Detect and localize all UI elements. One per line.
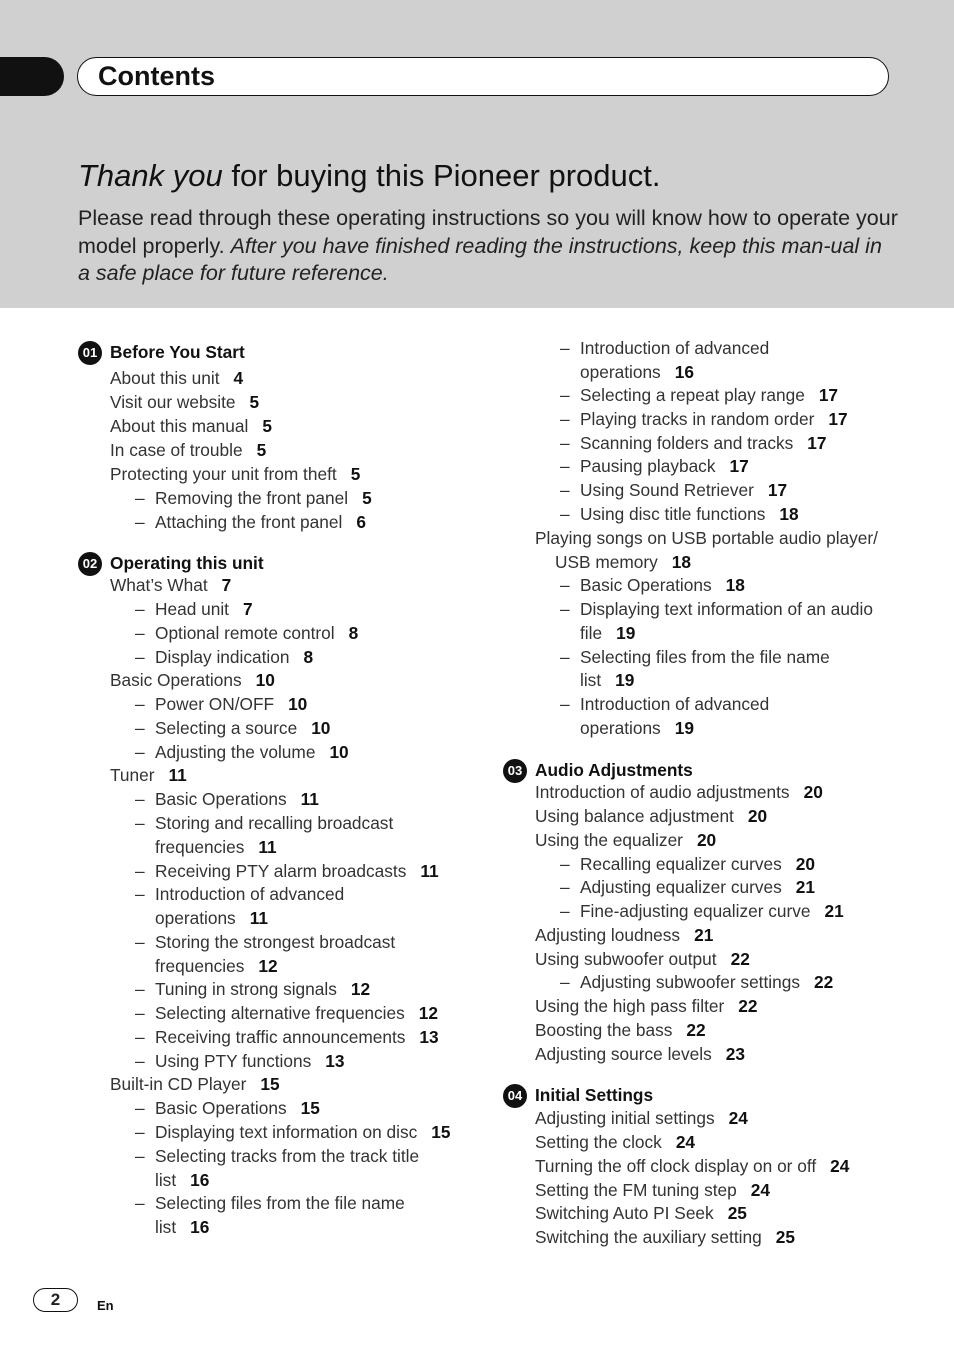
toc-entry[interactable] [155, 512, 366, 532]
toc-entry-title: Adjusting subwoofer settings [580, 972, 800, 992]
section-title[interactable]: Audio Adjustments [535, 760, 693, 780]
toc-entry-title: Playing tracks in random order [580, 409, 815, 429]
toc-entry-page: 18 [725, 575, 745, 595]
toc-entry-title: Adjusting the volume [155, 742, 316, 762]
toc-entry[interactable] [155, 884, 344, 904]
toc-entry[interactable] [155, 813, 393, 833]
toc-entry-page: 17 [729, 456, 749, 476]
toc-entry[interactable] [155, 1003, 438, 1023]
list-dash: – [135, 789, 145, 809]
list-dash: – [135, 813, 145, 833]
toc-entry[interactable] [155, 932, 395, 952]
toc-entry-title: Receiving PTY alarm broadcasts [155, 861, 407, 881]
toc-entry[interactable] [110, 575, 231, 595]
toc-entry-title: Basic Operations [110, 670, 242, 690]
toc-entry[interactable] [535, 528, 878, 548]
toc-entry[interactable] [155, 742, 349, 762]
toc-entry-title: Selecting files from the file name [580, 647, 830, 667]
toc-entry-title: Adjusting equalizer curves [580, 877, 782, 897]
toc-entry-title: Storing and recalling broadcast [155, 813, 394, 833]
toc-entry[interactable] [155, 908, 268, 928]
toc-entry-page: 20 [747, 806, 768, 826]
toc-entry-page: 20 [696, 830, 717, 850]
list-dash: – [560, 480, 570, 500]
toc-entry[interactable] [155, 694, 307, 714]
list-dash: – [560, 456, 570, 476]
toc-entry-title: Optional remote control [155, 623, 335, 643]
toc-entry-page: 8 [303, 647, 314, 667]
list-dash: – [560, 694, 570, 714]
toc-entry[interactable] [155, 1193, 405, 1213]
toc-entry-page: 24 [750, 1180, 770, 1200]
toc-entry-title: Basic Operations [155, 789, 287, 809]
toc-entry[interactable] [535, 996, 757, 1016]
toc-entry-page: 11 [249, 908, 268, 928]
list-dash: – [135, 1098, 145, 1118]
section-title[interactable]: Before You Start [110, 342, 245, 362]
toc-entry[interactable] [155, 1098, 320, 1118]
toc-entry[interactable] [155, 1146, 419, 1166]
toc-entry[interactable] [580, 670, 634, 690]
toc-entry[interactable] [535, 1203, 747, 1223]
list-dash: – [560, 409, 570, 429]
toc-entry[interactable] [535, 806, 767, 826]
toc-entry-title: list [155, 1217, 177, 1237]
toc-entry-page: 5 [262, 416, 272, 436]
toc-entry-page: 10 [288, 694, 308, 714]
toc-entry[interactable] [580, 854, 815, 874]
toc-entry[interactable] [535, 1227, 795, 1247]
toc-entry-page: 22 [813, 972, 834, 992]
toc-entry-page: 21 [824, 901, 844, 921]
toc-entry[interactable] [155, 1170, 209, 1190]
toc-entry-page: 4 [233, 368, 244, 388]
toc-entry[interactable] [580, 456, 749, 476]
toc-entry-page: 20 [795, 854, 815, 874]
toc-entry[interactable] [580, 694, 769, 714]
toc-entry[interactable] [155, 979, 370, 999]
list-dash: – [135, 599, 145, 619]
toc-entry-page: 18 [671, 552, 691, 572]
toc-entry[interactable] [110, 765, 187, 785]
toc-entry[interactable] [535, 949, 750, 969]
toc-entry-title: frequencies [155, 837, 245, 857]
toc-entry-page: 18 [779, 504, 799, 524]
toc-entry[interactable] [580, 901, 844, 921]
toc-entry[interactable] [110, 464, 360, 484]
intro-text: Please read through these operating instructions so you will know how to operate your model properly. After you have finished reading the instructions, keep this man-ual in a safe place for future reference. [78, 206, 898, 285]
list-dash: – [135, 861, 145, 881]
toc-entry[interactable] [535, 782, 823, 802]
list-dash: – [135, 1193, 145, 1213]
toc-entry[interactable] [110, 670, 275, 690]
list-dash: – [135, 623, 145, 643]
list-dash: – [135, 932, 145, 952]
toc-entry[interactable] [155, 718, 330, 738]
toc-entry[interactable] [580, 338, 769, 358]
toc-entry[interactable] [155, 861, 439, 881]
toc-entry[interactable] [155, 1027, 439, 1047]
toc-entry-title: About this manual [110, 416, 249, 436]
toc-entry-page: 25 [727, 1203, 747, 1223]
toc-entry[interactable] [535, 1020, 706, 1040]
list-dash: – [560, 901, 570, 921]
toc-entry-title: Adjusting loudness [535, 925, 681, 945]
toc-entry[interactable] [580, 623, 635, 643]
toc-entry-page: 21 [694, 925, 714, 945]
toc-entry-title: Adjusting source levels [535, 1044, 712, 1064]
list-dash: – [135, 718, 145, 738]
toc-entry-page: 11 [420, 861, 439, 881]
toc-entry[interactable] [155, 1122, 450, 1142]
toc-entry-page: 5 [362, 488, 372, 508]
toc-entry-page: 5 [256, 440, 267, 460]
toc-entry-page: 6 [356, 512, 366, 532]
toc-entry-page: 21 [795, 877, 815, 897]
toc-entry-title: list [155, 1170, 177, 1190]
list-dash: – [560, 385, 570, 405]
toc-entry-title: operations [580, 362, 661, 382]
toc-entry-title: Basic Operations [580, 575, 712, 595]
toc-entry-page: 19 [616, 623, 636, 643]
toc-entry-title: Introduction of advanced [155, 884, 345, 904]
toc-entry[interactable] [580, 504, 799, 524]
toc-entry-title: In case of trouble [110, 440, 243, 460]
toc-entry-title: Using balance adjustment [535, 806, 734, 826]
toc-entry-title: Displaying text information of an audio [580, 599, 873, 619]
toc-entry[interactable] [535, 1156, 849, 1176]
toc-entry[interactable] [535, 925, 713, 945]
toc-entry-page: 16 [190, 1217, 210, 1237]
toc-entry-page: 22 [686, 1020, 706, 1040]
toc-entry-title: Attaching the front panel [155, 512, 343, 532]
toc-entry-title: Boosting the bass [535, 1020, 673, 1040]
toc-entry-title: What’s What [110, 575, 208, 595]
toc-entry-title: Setting the clock [535, 1132, 662, 1152]
toc-entry-page: 5 [249, 392, 260, 412]
toc-entry[interactable] [580, 575, 745, 595]
section-tab-marker [0, 57, 64, 96]
list-dash: – [135, 1027, 145, 1047]
toc-entry-title: Protecting your unit from theft [110, 464, 337, 484]
toc-entry[interactable] [155, 789, 319, 809]
toc-entry[interactable] [110, 1074, 280, 1094]
toc-entry-title: Selecting a repeat play range [580, 385, 805, 405]
list-dash: – [560, 854, 570, 874]
toc-entry-page: 24 [675, 1132, 696, 1152]
toc-entry-page: 10 [255, 670, 275, 690]
toc-entry-title: Display indication [155, 647, 290, 667]
toc-entry-page: 24 [728, 1108, 748, 1128]
toc-entry-page: 7 [221, 575, 232, 595]
toc-entry-page: 17 [828, 409, 848, 429]
toc-entry[interactable] [110, 368, 243, 388]
toc-entry[interactable] [580, 480, 787, 500]
toc-entry-page: 17 [818, 385, 839, 405]
toc-entry[interactable] [580, 599, 873, 619]
toc-entry[interactable] [555, 552, 691, 572]
toc-entry-page: 25 [775, 1227, 795, 1247]
toc-entry[interactable] [580, 433, 827, 453]
toc-entry[interactable] [535, 1044, 745, 1064]
toc-entry-page: 12 [258, 956, 278, 976]
list-dash: – [560, 599, 570, 619]
toc-entry-title: Tuning in strong signals [155, 979, 337, 999]
list-dash: – [135, 884, 145, 904]
toc-entry-title: Switching Auto PI Seek [535, 1203, 714, 1223]
list-dash: – [135, 694, 145, 714]
toc-entry[interactable] [580, 877, 815, 897]
toc-entry-page: 8 [348, 623, 359, 643]
list-dash: – [560, 338, 570, 358]
toc-entry-page: 20 [803, 782, 823, 802]
toc-entry-page: 7 [242, 599, 253, 619]
toc-entry[interactable] [155, 623, 358, 643]
toc-entry-title: Selecting files from the file name [155, 1193, 405, 1213]
list-dash: – [135, 1051, 145, 1071]
toc-entry[interactable] [155, 599, 253, 619]
section-number-badge: 01 [78, 341, 102, 365]
toc-entry[interactable] [535, 1132, 695, 1152]
toc-entry-title: Pausing playback [580, 456, 716, 476]
toc-entry-title: Setting the FM tuning step [535, 1180, 737, 1200]
toc-entry-page: 19 [674, 718, 694, 738]
toc-entry[interactable] [535, 1180, 770, 1200]
toc-entry[interactable] [155, 837, 277, 857]
toc-entry[interactable] [155, 647, 313, 667]
toc-entry[interactable] [155, 956, 278, 976]
toc-entry-title: Fine-adjusting equalizer curve [580, 901, 811, 921]
toc-entry-title: Basic Operations [155, 1098, 287, 1118]
toc-entry[interactable] [110, 416, 272, 436]
section-title[interactable]: Operating this unit [110, 553, 264, 573]
toc-entry-page: 12 [350, 979, 371, 999]
toc-entry-title: Turning the off clock display on or off [535, 1156, 817, 1176]
toc-entry[interactable] [580, 409, 848, 429]
contents-title: Contents [98, 61, 215, 91]
toc-entry-title: Using subwoofer output [535, 949, 717, 969]
toc-entry[interactable] [110, 392, 259, 412]
toc-entry[interactable] [580, 362, 694, 382]
toc-entry[interactable] [580, 385, 838, 405]
toc-entry-title: Visit our website [110, 392, 236, 412]
list-dash: – [135, 647, 145, 667]
toc-entry-title: About this unit [110, 368, 220, 388]
toc-entry-page: 15 [300, 1098, 320, 1118]
toc-entry-title: Selecting tracks from the track title [155, 1146, 420, 1166]
toc-entry-page: 11 [258, 837, 277, 857]
toc-entry-title: Power ON/OFF [155, 694, 275, 714]
toc-entry-title: Using the equalizer [535, 830, 683, 850]
toc-entry-title: Playing songs on USB portable audio player/ [535, 528, 878, 548]
toc-entry-title: Introduction of audio adjustments [535, 782, 790, 802]
toc-entry-page: 10 [311, 718, 331, 738]
toc-entry-title: list [580, 670, 602, 690]
section-number-badge: 02 [78, 552, 102, 576]
list-dash: – [560, 647, 570, 667]
toc-entry-title: frequencies [155, 956, 245, 976]
toc-entry-title: Storing the strongest broadcast [155, 932, 396, 952]
toc-entry-title: Using the high pass filter [535, 996, 725, 1016]
toc-entry-title: Introduction of advanced [580, 694, 770, 714]
list-dash: – [135, 512, 145, 532]
list-dash: – [560, 575, 570, 595]
toc-entry-page: 12 [418, 1003, 439, 1023]
toc-entry-page: 11 [300, 789, 319, 809]
toc-entry[interactable] [535, 1108, 748, 1128]
list-dash: – [560, 504, 570, 524]
list-dash: – [135, 1146, 145, 1166]
list-dash: – [560, 972, 570, 992]
toc-entry-title: Tuner [110, 765, 155, 785]
list-dash: – [135, 742, 145, 762]
toc-entry-title: USB memory [555, 552, 658, 572]
toc-entry-page: 17 [807, 433, 827, 453]
language-code: En [97, 1298, 114, 1313]
toc-entry[interactable] [580, 647, 830, 667]
toc-entry-title: Using disc title functions [580, 504, 766, 524]
toc-entry-page: 16 [674, 362, 694, 382]
toc-entry-title: Head unit [155, 599, 229, 619]
toc-entry-title: Receiving traffic announcements [155, 1027, 406, 1047]
toc-entry-title: operations [155, 908, 236, 928]
toc-entry-page: 23 [725, 1044, 745, 1064]
toc-entry-title: Using Sound Retriever [580, 480, 754, 500]
list-dash: – [135, 488, 145, 508]
section-number-badge: 03 [503, 759, 527, 783]
toc-entry-title: Selecting alternative frequencies [155, 1003, 405, 1023]
toc-entry-page: 19 [615, 670, 635, 690]
list-dash: – [560, 877, 570, 897]
toc-entry-page: 10 [329, 742, 349, 762]
toc-entry[interactable] [155, 488, 372, 508]
toc-entry-title: Adjusting initial settings [535, 1108, 715, 1128]
toc-entry-title: Switching the auxiliary setting [535, 1227, 762, 1247]
toc-entry-title: Built-in CD Player [110, 1074, 247, 1094]
toc-entry-page: 13 [325, 1051, 345, 1071]
toc-entry[interactable] [110, 440, 266, 460]
toc-entry-page: 5 [350, 464, 361, 484]
toc-entry-title: Removing the front panel [155, 488, 349, 508]
toc-entry-page: 11 [168, 765, 187, 785]
toc-entry-page: 22 [730, 949, 750, 969]
toc-entry[interactable] [580, 972, 833, 992]
list-dash: – [560, 433, 570, 453]
toc-entry-page: 24 [830, 1156, 850, 1176]
toc-entry-title: Using PTY functions [155, 1051, 312, 1071]
toc-entry[interactable] [535, 830, 716, 850]
toc-entry[interactable] [155, 1051, 344, 1071]
toc-entry-page: 15 [431, 1122, 451, 1142]
toc-entry-title: Recalling equalizer curves [580, 854, 782, 874]
contents-title-bar [77, 57, 889, 96]
toc-entry-page: 16 [190, 1170, 210, 1190]
list-dash: – [135, 1003, 145, 1023]
toc-entry-title: operations [580, 718, 661, 738]
toc-entry-title: Displaying text information on disc [155, 1122, 418, 1142]
toc-entry-title: Selecting a source [155, 718, 298, 738]
toc-entry[interactable] [155, 1217, 209, 1237]
page-number: 2 [33, 1288, 78, 1312]
section-title[interactable]: Initial Settings [535, 1085, 654, 1105]
toc-entry[interactable] [580, 718, 694, 738]
toc-entry-page: 15 [260, 1074, 280, 1094]
toc-entry-page: 17 [767, 480, 788, 500]
toc-entry-title: file [580, 623, 603, 643]
toc-entry-title: Scanning folders and tracks [580, 433, 794, 453]
toc-entry-page: 13 [419, 1027, 439, 1047]
list-dash: – [135, 979, 145, 999]
toc-entry-title: Introduction of advanced [580, 338, 770, 358]
toc-entry-page: 22 [738, 996, 758, 1016]
section-number-badge: 04 [503, 1084, 527, 1108]
list-dash: – [135, 1122, 145, 1142]
headline: Thank you for buying this Pioneer product. [78, 158, 661, 193]
